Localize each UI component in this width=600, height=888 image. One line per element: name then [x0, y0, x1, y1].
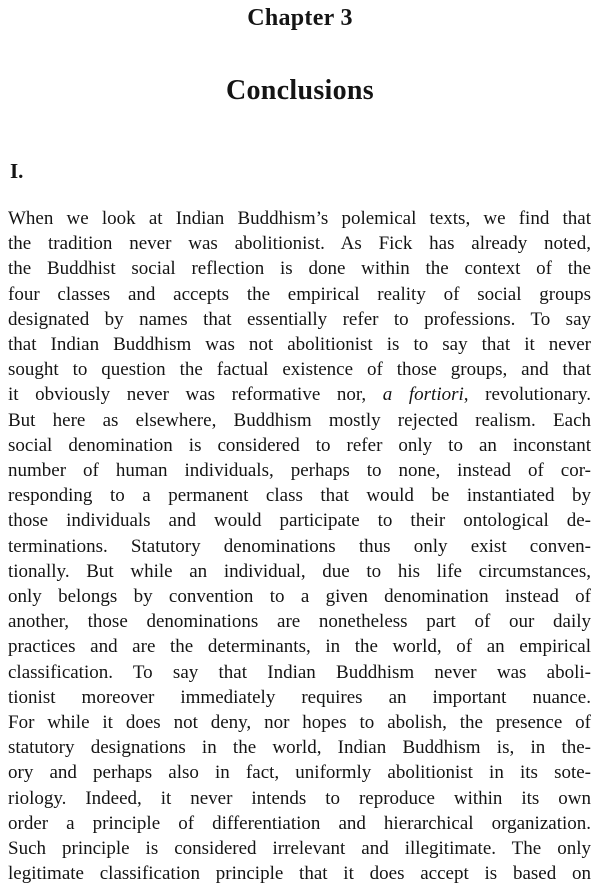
text-segment: practices and are the determinants, in the world, of an empirical: [8, 636, 591, 658]
text-line: [8, 357, 591, 382]
text-segment: classification. To say that Indian Buddhism never was aboli-: [8, 661, 591, 683]
text-line: [8, 231, 591, 256]
text-segment: But here as elsewhere, Buddhism mostly rejected realism. Each: [8, 409, 591, 431]
chapter-heading: Chapter 3: [247, 5, 353, 31]
text-segment: terminations. Statutory denominations thus only exist conven-: [8, 535, 591, 557]
text-line: [8, 760, 591, 785]
text-segment: designated by names that essentially refer to professions. To say: [8, 308, 591, 330]
text-line: [8, 382, 591, 407]
text-segment: tionally. But while an individual, due to his life circumstances,: [8, 560, 591, 582]
text-line: [8, 836, 591, 861]
text-segment: responding to a permanent class that would be instantiated by: [8, 485, 591, 507]
text-line: [8, 483, 591, 508]
text-segment: those individuals and would participate to their ontological de-: [8, 510, 591, 532]
section-number: I.: [10, 159, 24, 183]
text-segment: riology. Indeed, it never intends to reproduce within its own: [8, 787, 591, 809]
text-segment: number of human individuals, perhaps to none, instead of cor-: [8, 460, 591, 482]
text-segment: tionist moreover immediately requires an important nuance.: [8, 686, 591, 708]
text-segment: the Buddhist social reflection is done within the context of the: [8, 258, 591, 280]
text-line: [8, 307, 591, 332]
text-segment: the tradition never was abolitionist. As Fick has already noted,: [8, 233, 591, 255]
text-line: [8, 458, 591, 483]
text-segment: legitimate classification principle that it does accept is based on: [8, 863, 591, 885]
text-segment: order a principle of differentiation and hierarchical organization.: [8, 812, 591, 834]
text-segment: that Indian Buddhism was not abolitionist is to say that it never: [8, 334, 591, 356]
text-line: [8, 685, 591, 710]
text-line: [8, 735, 591, 760]
text-line: [8, 634, 591, 659]
text-segment: another, those denominations are nonetheless part of our daily: [8, 611, 591, 633]
text-segment: ory and perhaps also in fact, uniformly abolitionist in its sote-: [8, 762, 591, 784]
text-line: [8, 861, 591, 886]
text-line: [8, 256, 591, 281]
text-line: [8, 433, 591, 458]
text-line: [8, 534, 591, 559]
text-segment: statutory designations in the world, Indian Buddhism is, in the-: [8, 737, 591, 759]
text-line: [8, 811, 591, 836]
text-line: [8, 332, 591, 357]
text-segment: , revolutionary.: [463, 384, 592, 406]
text-line: [8, 609, 591, 634]
text-segment: social denomination is considered to refer only to an inconstant: [8, 434, 591, 456]
text-line: [8, 786, 591, 811]
text-segment: For while it does not deny, nor hopes to abolish, the presence of: [8, 712, 591, 734]
text-segment: When we look at Indian Buddhism’s polemical texts, we find that: [8, 208, 591, 229]
text-segment: four classes and accepts the empirical reality of social groups: [8, 283, 591, 305]
text-line: [8, 408, 591, 433]
italic-phrase: a fortiori: [382, 384, 464, 406]
text-line: [8, 559, 591, 584]
text-segment: sought to question the factual existence of those groups, and that: [8, 359, 591, 381]
page-title: Conclusions: [225, 75, 375, 106]
text-line: [8, 206, 591, 231]
text-line: [8, 710, 591, 735]
text-line: [8, 584, 591, 609]
body-text: [0, 206, 600, 886]
text-segment: it obviously never was reformative nor,: [8, 384, 383, 406]
text-line: [8, 508, 591, 533]
text-segment: only belongs by convention to a given denomination instead of: [8, 586, 591, 608]
text-line: [8, 660, 591, 685]
text-line: [8, 282, 591, 307]
text-segment: Such principle is considered irrelevant and illegitimate. The only: [8, 838, 591, 860]
